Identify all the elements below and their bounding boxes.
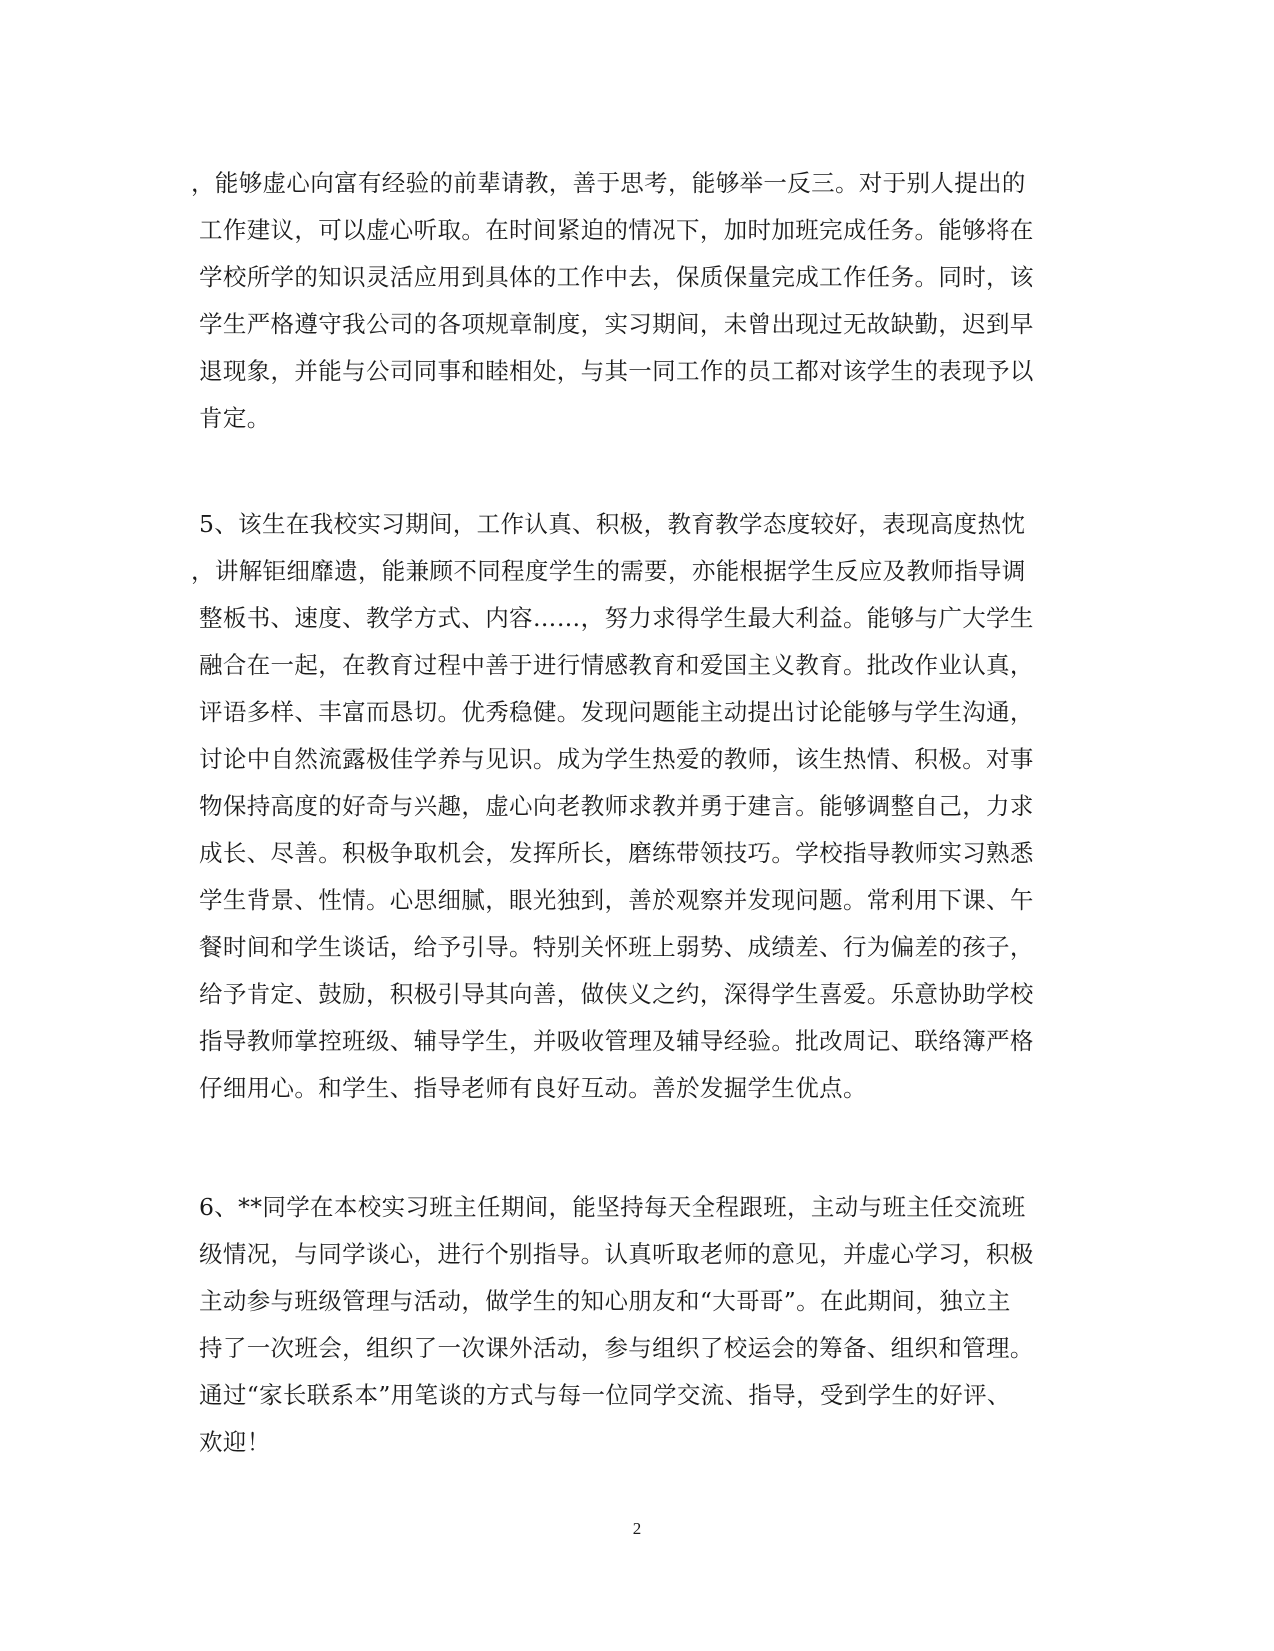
text-line: ，能够虚心向富有经验的前辈请教，善于思考，能够举一反三。对于别人提出的 (191, 169, 1026, 197)
text-line: 退现象，并能与公司同事和睦相处，与其一同工作的员工都对该学生的表现予以 (199, 357, 1034, 385)
text-line: 级情况，与同学谈心，进行个别指导。认真听取老师的意见，并虚心学习，积极 (199, 1240, 1034, 1268)
page-number: 2 (632, 1519, 642, 1538)
text-line: 评语多样、丰富而恳切。优秀稳健。发现问题能主动提出讨论能够与学生沟通， (199, 698, 1034, 726)
text-line: 餐时间和学生谈话，给予引导。特别关怀班上弱势、成绩差、行为偏差的孩子， (199, 933, 1034, 961)
text-line: 欢迎！ (199, 1428, 271, 1456)
text-line: 5、该生在我校实习期间，工作认真、积极，教育教学态度较好，表现高度热忱 (199, 510, 1026, 538)
text-line: 物保持高度的好奇与兴趣，虚心向老教师求教并勇于建言。能够调整自己，力求 (199, 792, 1034, 820)
text-line: 成长、尽善。积极争取机会，发挥所长，磨练带领技巧。学校指导教师实习熟悉 (199, 839, 1034, 867)
text-line: 仔细用心。和学生、指导老师有良好互动。善於发掘学生优点。 (199, 1074, 867, 1102)
text-line: 6、**同学在本校实习班主任期间，能坚持每天全程跟班，主动与班主任交流班 (199, 1193, 1026, 1221)
text-line: 指导教师掌控班级、辅导学生，并吸收管理及辅导经验。批改周记、联络簿严格 (199, 1027, 1034, 1055)
text-line: 持了一次班会，组织了一次课外活动，参与组织了校运会的筹备、组织和管理。 (199, 1334, 1034, 1362)
text-line: 通过“家长联系本”用笔谈的方式与每一位同学交流、指导，受到学生的好评、 (199, 1381, 1011, 1409)
text-line: 学校所学的知识灵活应用到具体的工作中去，保质保量完成工作任务。同时，该 (199, 263, 1034, 291)
text-line: 学生严格遵守我公司的各项规章制度，实习期间，未曾出现过无故缺勤，迟到早 (199, 310, 1034, 338)
text-line: 融合在一起，在教育过程中善于进行情感教育和爱国主义教育。批改作业认真， (199, 651, 1034, 679)
paragraph-evaluation-continued (191, 160, 1079, 442)
text-line: ，讲解钜细靡遗，能兼顾不同程度学生的需要，亦能根据学生反应及教师指导调 (191, 557, 1026, 585)
paragraph-evaluation-6 (199, 1184, 1079, 1466)
text-line: 主动参与班级管理与活动，做学生的知心朋友和“大哥哥”。在此期间，独立主 (199, 1287, 1011, 1315)
text-line: 整板书、速度、教学方式、内容……，努力求得学生最大利益。能够与广大学生 (199, 604, 1034, 632)
text-line: 讨论中自然流露极佳学养与见识。成为学生热爱的教师，该生热情、积极。对事 (199, 745, 1034, 773)
paragraph-evaluation-5 (191, 501, 1079, 1112)
text-line: 给予肯定、鼓励，积极引导其向善，做侠义之约，深得学生喜爱。乐意协助学校 (199, 980, 1034, 1008)
text-line: 工作建议，可以虚心听取。在时间紧迫的情况下，加时加班完成任务。能够将在 (199, 216, 1034, 244)
text-line: 学生背景、性情。心思细腻，眼光独到，善於观察并发现问题。常利用下课、午 (199, 886, 1034, 914)
text-line: 肯定。 (199, 404, 271, 432)
